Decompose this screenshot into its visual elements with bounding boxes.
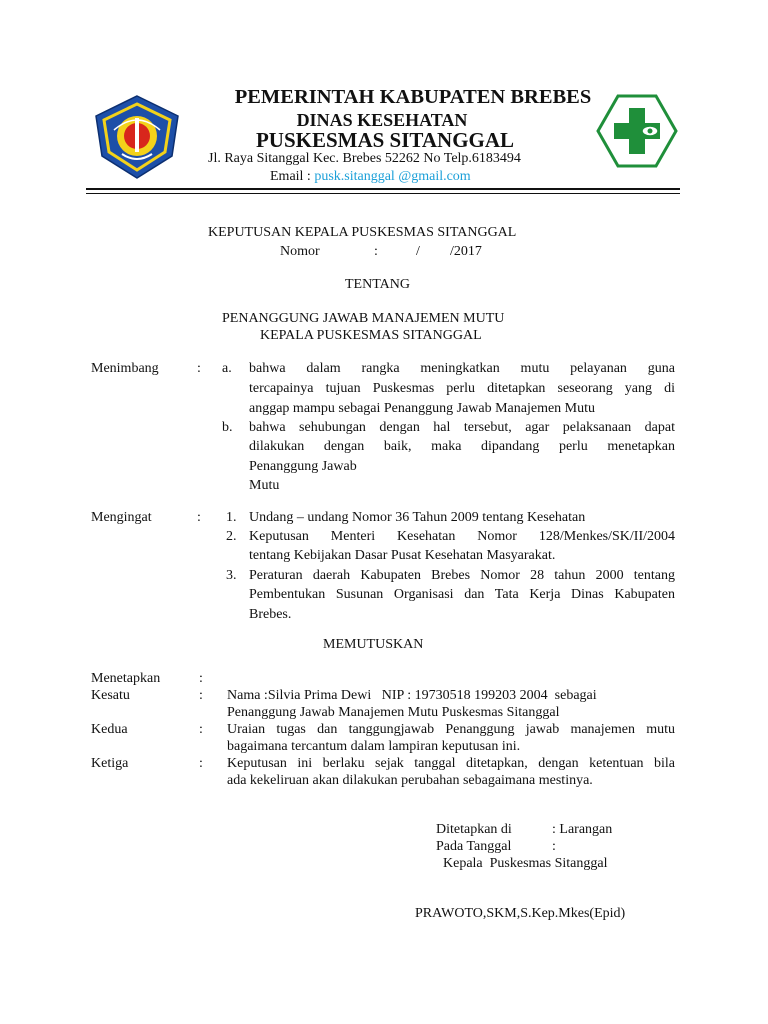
ketiga-line2: ada kekeliruan akan dilakukan perubahan sebagaimana mestinya.	[227, 773, 593, 788]
menimbang-b-line2: dilakukan dengan baik, maka dipandang perlu menetapkan	[249, 439, 675, 454]
ditetapkan-value: : Larangan	[552, 822, 613, 837]
menetapkan-sep: :	[199, 671, 203, 686]
ketiga-sep: :	[199, 756, 203, 771]
ketiga-label: Ketiga	[91, 756, 129, 771]
header-department: DINAS KESEHATAN	[296, 110, 468, 130]
subject-line1: PENANGGUNG JAWAB MANAJEMEN MUTU	[222, 311, 505, 326]
tanggal-value: :	[552, 839, 556, 854]
kedua-label: Kedua	[91, 722, 128, 737]
mengingat-1-line1: Undang – undang Nomor 36 Tahun 2009 tentang Kesehatan	[249, 510, 586, 525]
header-puskesmas: PUSKESMAS SITANGGAL	[255, 128, 515, 152]
decree-number-sep: :	[374, 244, 378, 259]
header-address: Jl. Raya Sitanggal Kec. Brebes 52262 No Telp.6183494	[208, 151, 521, 166]
signatory-name: PRAWOTO,SKM,S.Kep.Mkes(Epid)	[415, 906, 626, 921]
mengingat-1-marker: 1.	[226, 510, 237, 525]
mengingat-3-line3: Brebes.	[249, 607, 292, 622]
mengingat-2-line1: Keputusan Menteri Kesehatan Nomor 128/Menkes/SK/II/2004	[249, 529, 675, 544]
mengingat-sep: :	[197, 510, 201, 525]
kedua-line2: bagaimana tercantum dalam lampiran keputusan ini.	[227, 739, 521, 754]
subject-line2: KEPALA PUSKESMAS SITANGGAL	[260, 328, 482, 343]
menimbang-b-line3: Penanggung Jawab	[249, 459, 357, 474]
menimbang-a-line1: bahwa dalam rangka meningkatkan mutu pelayanan guna	[249, 361, 675, 376]
header-email	[270, 169, 471, 185]
memutuskan-heading: MEMUTUSKAN	[323, 637, 424, 652]
decree-number-label: Nomor	[280, 244, 320, 259]
ketiga-line1: Keputusan ini berlaku sejak tanggal ditetapkan, dengan ketentuan bila	[227, 756, 675, 771]
menimbang-sep: :	[197, 361, 201, 376]
kesatu-sep: :	[199, 688, 203, 703]
mengingat-2-marker: 2.	[226, 529, 237, 544]
tanggal-label: Pada Tanggal	[436, 839, 512, 854]
ditetapkan-label: Ditetapkan di	[436, 822, 512, 837]
header-government: PEMERINTAH KABUPATEN BREBES	[234, 86, 592, 108]
kedua-sep: :	[199, 722, 203, 737]
mengingat-3-marker: 3.	[226, 568, 237, 583]
decree-title: KEPUTUSAN KEPALA PUSKESMAS SITANGGAL	[208, 225, 517, 240]
menimbang-label: Menimbang	[91, 361, 159, 376]
letterhead-rule-thin	[86, 193, 680, 194]
email-link[interactable]: pusk.sitanggal @gmail.com	[314, 169, 471, 184]
kesatu-line1: Nama :Silvia Prima Dewi NIP : 19730518 199203 2004 sebagai	[227, 688, 597, 703]
mengingat-2-line2: tentang Kebijakan Dasar Pusat Kesehatan Masyarakat.	[249, 548, 556, 563]
kedua-line1: Uraian tugas dan tanggungjawab Penanggung jawab manajemen mutu	[227, 722, 675, 737]
menimbang-b-marker: b.	[222, 420, 233, 435]
kesatu-line2: Penanggung Jawab Manajemen Mutu Puskesmas Sitanggal	[227, 705, 560, 720]
menimbang-b-line4: Mutu	[249, 478, 280, 493]
tentang-heading: TENTANG	[345, 277, 410, 292]
email-label: Email :	[270, 169, 315, 184]
menimbang-a-marker: a.	[222, 361, 232, 376]
decree-number-year: /2017	[450, 244, 482, 259]
signatory-position: Kepala Puskesmas Sitanggal	[443, 856, 608, 871]
mengingat-3-line1: Peraturan daerah Kabupaten Brebes Nomor 28 tahun 2000 tentang	[249, 568, 675, 583]
mengingat-label: Mengingat	[91, 510, 152, 525]
mengingat-3-line2: Pembentukan Susunan Organisasi dan Tata Kerja Dinas Kabupaten	[249, 587, 675, 602]
kesatu-label: Kesatu	[91, 688, 130, 703]
menimbang-a-line3: anggap mampu sebagai Penanggung Jawab Manajemen Mutu	[249, 401, 596, 416]
menetapkan-label: Menetapkan	[91, 671, 161, 686]
letterhead-rule-thick	[86, 188, 680, 190]
menimbang-b-line1: bahwa sehubungan dengan hal tersebut, agar pelaksanaan dapat	[249, 420, 675, 435]
decree-number-slash: /	[416, 244, 420, 259]
menimbang-a-line2: tercapainya tujuan Puskesmas perlu ditetapkan seseorang yang di	[249, 381, 675, 396]
